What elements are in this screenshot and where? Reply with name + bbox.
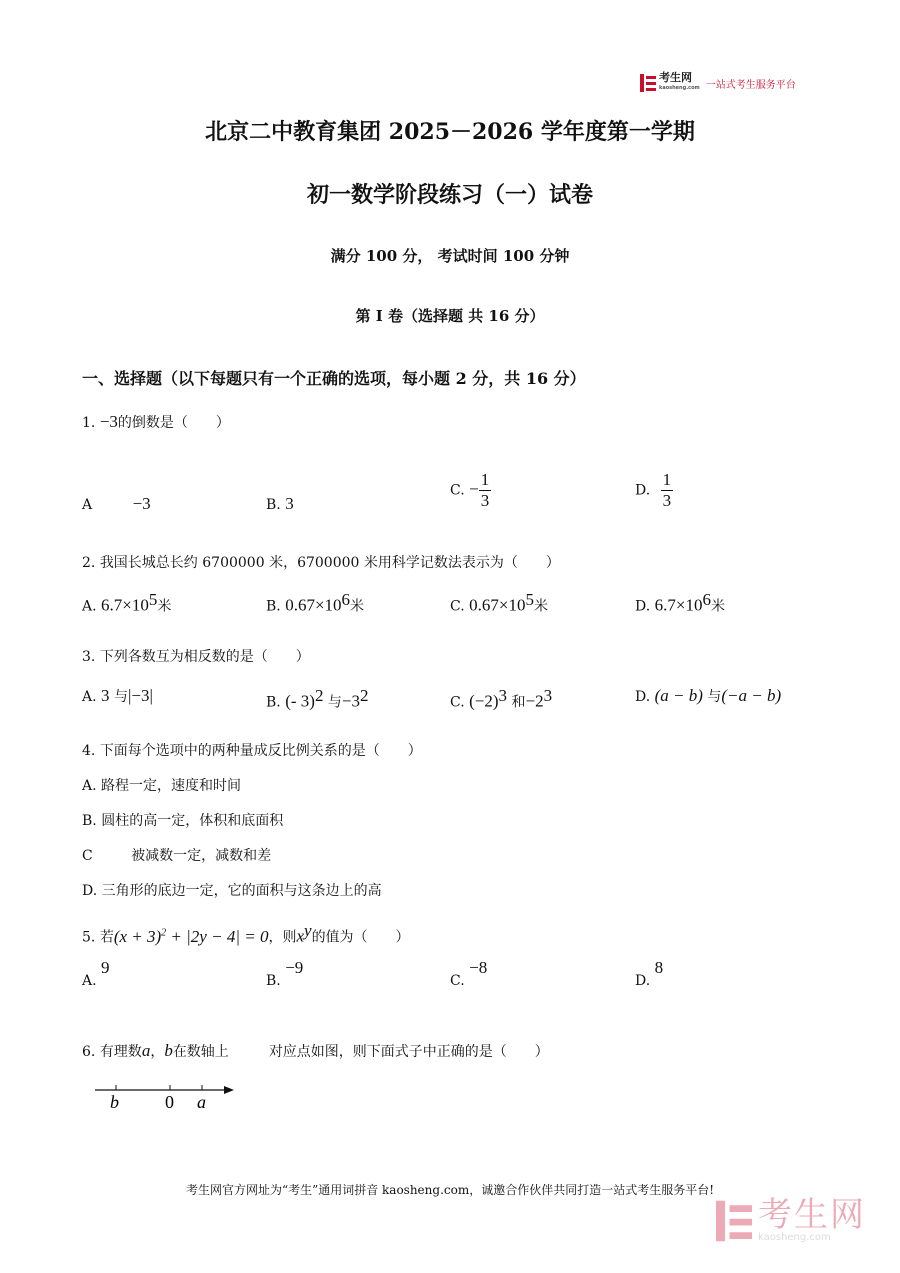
section-title: 第 I 卷（选择题 共 16 分） (355, 307, 545, 325)
score-info: 满分 100 分， 考试时间 100 分钟 (330, 247, 570, 265)
question-4: 4. 下面每个选项中的两种量成反比例关系的是（ ） (82, 743, 422, 759)
q2-option-a: A. $6.7\times 10^5$米 (82, 590, 172, 615)
q4-option-b: B. 圆柱的高一定，体积和底面积 (82, 813, 284, 829)
number-line-arrow-icon (224, 1086, 234, 1094)
q3-option-b: B. (- 3)$^2$ 与$-3^2$ (266, 686, 369, 711)
q3-option-a: A. 3 与|−3| (82, 686, 153, 705)
watermark-logo-icon (716, 1199, 752, 1243)
q1-option-b: B. 3 (266, 494, 294, 513)
axis-label-a: a (197, 1092, 206, 1112)
q2-option-b: B. $0.67\times 10^6$米 (266, 590, 365, 615)
question-3: 3. 下列各数互为相反数的是（ ） (82, 649, 310, 665)
q1-option-a: A −3 (82, 494, 151, 513)
footer-text: 考生网官方网址为“考生”通用词拼音 kaosheng.com，诚邀合作伙伴共同打造一站式考生服务平台! (185, 1183, 715, 1197)
question-6: 6. 有理数a，b在数轴上 对应点如图，则下面式子中正确的是（ ） (82, 1041, 549, 1060)
part-heading: 一、选择题（以下每题只有一个正确的选项，每小题 2 分，共 16 分） (82, 369, 586, 388)
q2-option-c: C. $0.67\times 10^5$米 (450, 590, 548, 615)
q1-option-d-fraction: $\frac{1}{3}$ (662, 470, 672, 510)
q3-option-c: C. $(-2)^3$ 和$-2^3$ (450, 686, 553, 711)
header-logo (640, 72, 796, 94)
exam-title-line1: 北京二中教育集团 2025－2026 学年度第一学期 (205, 119, 695, 145)
question-5: 5. 若$(x + 3)^2 + |2y - 4| = 0$，则$x^y$的值为（ ） (82, 921, 410, 946)
q1-option-c-fraction: $\frac{1}{3}$ (480, 470, 490, 510)
logo-name: 考生网 kaosheng.com (659, 71, 700, 91)
axis-label-b: b (110, 1092, 119, 1112)
q4-option-a: A. 路程一定，速度和时间 (82, 778, 242, 794)
kaosheng-logo-icon (640, 74, 656, 92)
header-slogan: 一站式考生服务平台 (705, 79, 796, 91)
watermark-text: 考生网 kaosheng.com (758, 1195, 866, 1243)
q1-option-c: C. − $\frac{1}{3}$ (450, 470, 490, 510)
q5-option-c: C. −8 (450, 958, 488, 989)
q4-option-d: D. 三角形的底边一定，它的面积与这条边上的高 (82, 883, 382, 899)
q5-option-b: B. −9 (266, 958, 304, 989)
q4-option-c: C 被减数一定，减数和差 (82, 848, 272, 864)
question-1: 1. −3的倒数是（ ） (82, 412, 230, 431)
logo-domain: kaosheng.com (659, 85, 700, 91)
q5-option-a: A. 9 (82, 958, 110, 989)
q1-expr: −3 (99, 412, 118, 431)
q5-expr: $(x + 3)^2 + |2y - 4| = 0$ (113, 926, 269, 946)
q1-option-d: D. $\frac{1}{3}$ (635, 470, 672, 510)
question-2: 2. 我国长城总长约 6700000 米，6700000 米用科学记数法表示为（ ） (82, 555, 560, 571)
q3-option-d: D. (a − b) 与(−a − b) (635, 686, 782, 705)
watermark (716, 1195, 866, 1244)
q2-option-d: D. $6.7\times 10^6$米 (635, 590, 725, 615)
number-line (90, 1080, 240, 1116)
exam-title-line2: 初一数学阶段练习（一）试卷 (306, 182, 593, 208)
axis-label-zero: 0 (165, 1092, 174, 1112)
q5-option-d: D. 8 (635, 958, 664, 989)
